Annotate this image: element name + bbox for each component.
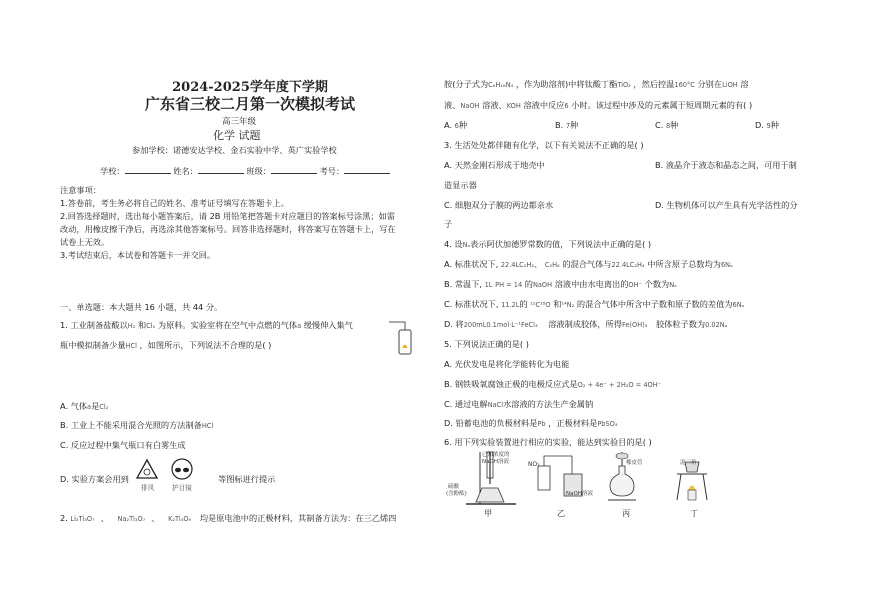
grade-label: 高三年级 — [222, 117, 257, 127]
subject-title: 化学 试题 — [213, 129, 261, 142]
notice-line-2: 2.回答选择题时，选出每小题答案后，请 2B 用铅笔把答题卡对应题目的答案标号涂黑；如需 — [60, 211, 395, 221]
caption-bing: 丙 — [622, 508, 631, 518]
apparatus-label-b2: NaOH溶液 — [566, 491, 593, 497]
goggles-icon — [170, 458, 194, 480]
caption-ding: 丁 — [690, 508, 699, 518]
q3-stem: 3. 生活处处都伴随有化学，以下有关说法不正确的是( ) — [444, 140, 644, 150]
q3-option-b: B. 液晶介于液态和晶态之间，可用于制 — [655, 160, 797, 170]
q5-stem: 5. 下列说法正确的是( ) — [444, 339, 529, 349]
ventilation-icon-label: 排风 — [141, 484, 155, 492]
q1-option-b: B. 工业上不能采用混合光照的方法制备HCl — [60, 420, 214, 430]
q1-stem-line2: 瓶中模拟制备少量HCl ，如图所示，下列说法不合理的是( ) — [60, 340, 272, 350]
q1-option-d: D. 实验方案会用到 等图标进行提示 — [60, 474, 276, 484]
caption-yi: 乙 — [557, 508, 566, 518]
q6-stem: 6. 用下列实验装置进行相应的实验，能达到实验目的是( ) — [444, 437, 652, 447]
q2-continuation-line1: 胺(分子式为C₆H₁₈N₄ ，作为助溶剂)中将钛酸丁酯TiO₂ ，然后控温160°C 分别在LiOH 溶 — [444, 79, 749, 89]
q3-option-d-cont: 子 — [444, 219, 453, 229]
notice-title: 注意事项： — [60, 185, 101, 195]
q4-option-c: C. 标准状况下, 11.2L的 ¹²C¹⁸O 和¹⁴N₂ 的混合气体中所含中子数和原子数的差值为6Nₐ — [444, 299, 745, 309]
q4-stem: 4. 设Nₐ表示阿伏加德罗常数的值，下列说法中正确的是( ) — [444, 239, 652, 249]
apparatus-gas-absorption — [530, 450, 600, 508]
q1-option-a: A. 气体a是Cl₂ — [60, 401, 109, 411]
q4-option-a: A. 标准状况下, 22.4LC₂H₂、 C₂H₆ 的混合气体与22.4LC₂H₄ 中所含原子总数均为6Nₐ — [444, 259, 733, 269]
section-heading: 一、单选题：本大题共 16 小题，共 44 分。 — [60, 302, 223, 312]
q3-option-d: D. 生物机体可以产生具有光学活性的分 — [655, 200, 798, 210]
notice-line-3: 改动，用橡皮擦干净后，再选涂其他答案标号。回答非选择题时，将答案写在答题卡上，写在 — [60, 224, 396, 234]
apparatus-label-d1: 泥三角 — [680, 460, 697, 466]
apparatus-label-a3: 硫酸 — [448, 484, 460, 490]
q3-option-a: A. 天然金刚石形成于地壳中 — [444, 160, 545, 170]
apparatus-label-a1: 已知浓度的 — [482, 452, 510, 458]
q5-option-b: B. 钢铁吸氧腐蚀正极的电极反应式是O₂ + 4e⁻ + 2H₂O = 4OH⁻ — [444, 379, 662, 389]
q3-option-b-cont: 造显示器 — [444, 180, 477, 190]
q5-option-d: D. 铅蓄电池的负极材料是Pb ，正极材料是PbSO₄ — [444, 418, 618, 428]
exam-year-title: 2024-2025学年度下学期 — [172, 80, 328, 95]
q1-option-c: C. 反应过程中集气瓶口有白雾生成 — [60, 440, 186, 450]
q3-option-c: C. 细胞双分子膜的两边都亲水 — [444, 200, 554, 210]
q2-option-c: C. 8种 — [655, 120, 679, 130]
q5-option-a: A. 光伏发电是将化学能转化为电能 — [444, 359, 570, 369]
goggles-icon-label: 护目镜 — [172, 484, 192, 492]
q5-option-c: C. 通过电解NaCl水溶液的方法生产金属钠 — [444, 399, 594, 409]
q2-option-a: A. 6种 — [444, 120, 468, 130]
notice-line-5: 3.考试结束后，本试卷和答题卡一并交回。 — [60, 250, 216, 260]
q4-option-d: D. 将200mL0.1mol·L⁻¹FeCl₃ 溶液制成胶体，所得Fe(OH)₃ 胶体粒子数为0.02Nₐ — [444, 319, 728, 329]
q2-option-d: D. 9种 — [755, 120, 779, 130]
participating-schools: 参加学校：诺德安达学校、金石实验中学、英广实验学校 — [132, 145, 337, 155]
notice-line-1: 1.答卷前，考生务必将自己的姓名、准考证号填写在答题卡上。 — [60, 198, 289, 208]
q2-option-b: B. 7种 — [555, 120, 579, 130]
q2-stem: 2. Li₂Ti₃O₇ 、 Na₂Ti₃O₇ 、 K₂Ti₄O₉ 均是原电池中的正极材料，其制备方法为：在三乙烯四 — [60, 513, 397, 523]
apparatus-label-b1: NO₂ — [528, 461, 540, 468]
q2-continuation-line2: 液、NaOH 溶液、KOH 溶液中反应6 小时。该过程中涉及的元素属于短周期元素的有( ) — [444, 100, 753, 110]
notice-line-4: 试卷上无效。 — [60, 237, 110, 247]
q1-stem-line1: 1. 工业制备盐酸以H₂ 和Cl₂ 为原料。实验室将在空气中点燃的气体a 缓慢伸入集气 — [60, 320, 353, 330]
gas-jar-apparatus-figure — [385, 318, 420, 358]
apparatus-label-c1: 橡皮管 — [626, 460, 643, 466]
student-info-line: 学校： 姓名： 班级： 考号： — [100, 165, 390, 177]
ventilation-warning-icon — [135, 458, 159, 480]
caption-jia: 甲 — [484, 508, 493, 518]
apparatus-label-a2: NaOH溶液 — [482, 459, 509, 465]
exam-title: 广东省三校二月第一次模拟考试 — [144, 95, 355, 113]
apparatus-label-a4: (含酚酞) — [446, 491, 467, 497]
q4-option-b: B. 常温下, 1L PH = 14 的NaOH 溶液中由水电离出的OH⁻ 个数为Nₐ — [444, 279, 677, 289]
